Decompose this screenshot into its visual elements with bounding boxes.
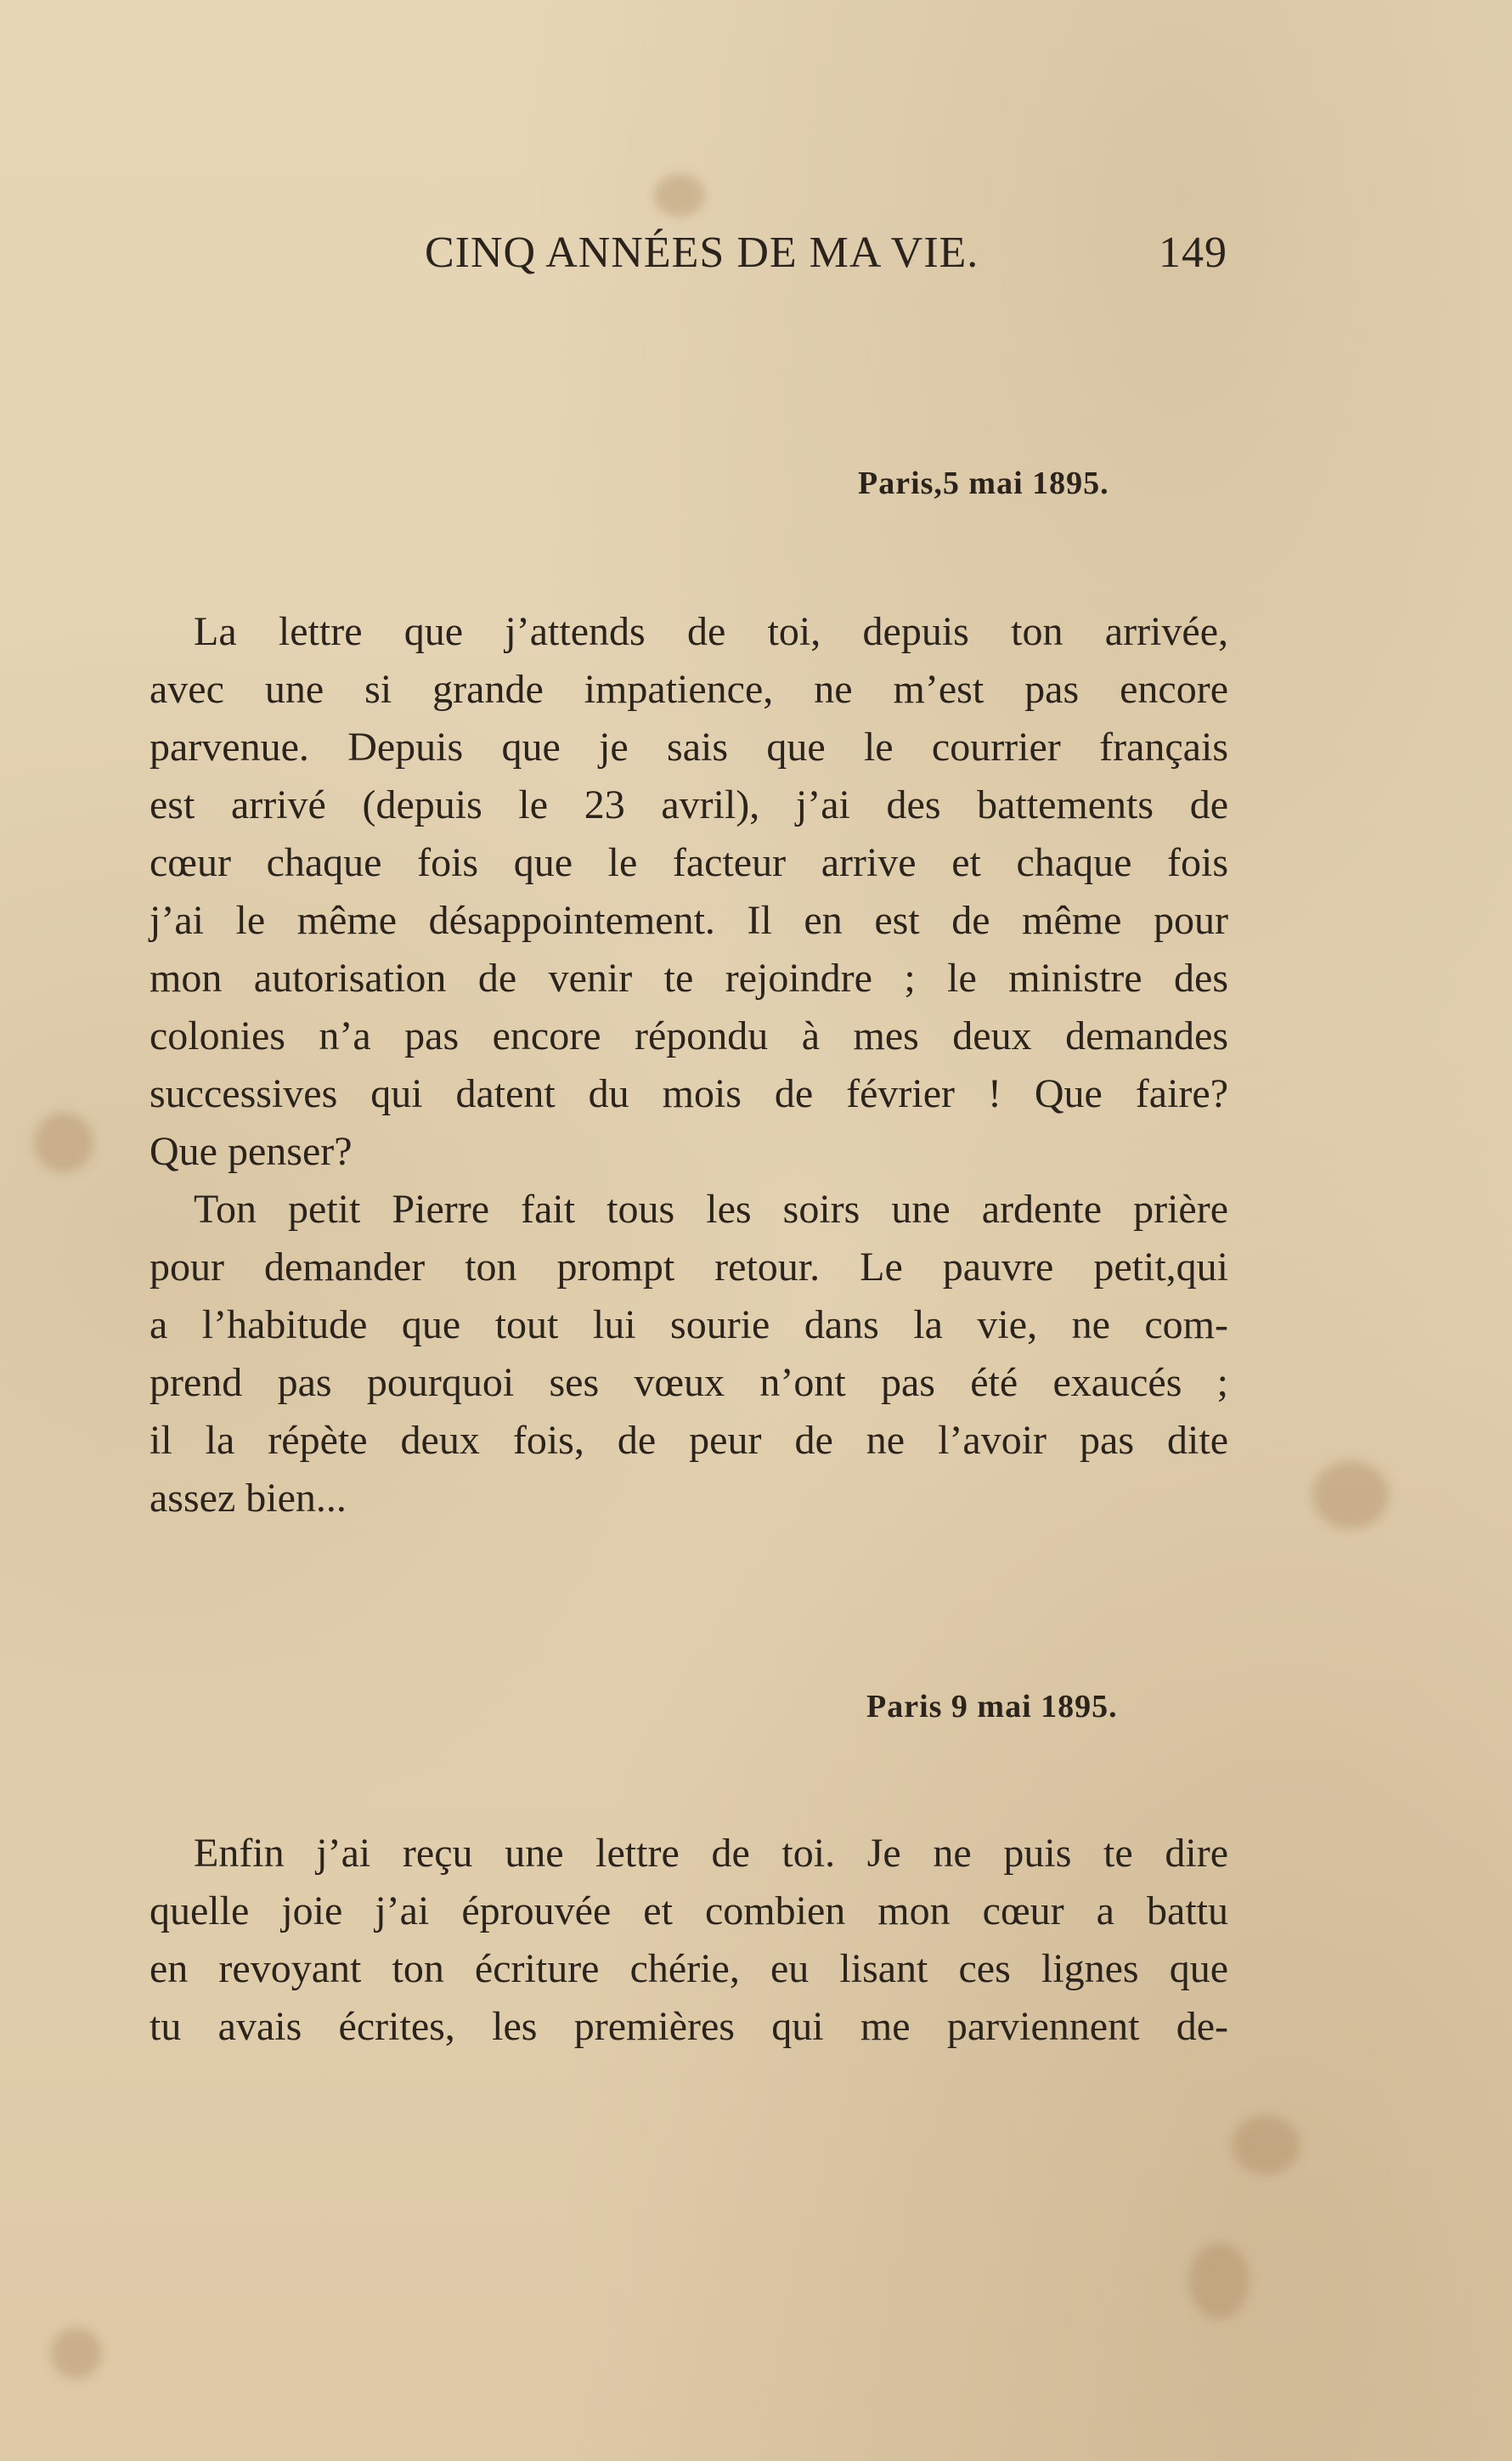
paper-stain: [654, 174, 705, 217]
text-line: il la répète deux fois, de peur de ne l’avoir pas dite: [150, 1418, 1228, 1463]
letter-body: [150, 1825, 1228, 2056]
text-line: quelle joie j’ai éprouvée et combien mon cœur a battu: [150, 1888, 1228, 1933]
text-line: j’ai le même désappointement. Il en est de même pour: [150, 898, 1228, 943]
text-line: mon autorisation de venir te rejoindre ; le ministre des: [150, 956, 1228, 1001]
text-line: prend pas pourquoi ses vœux n’ont pas été exaucés ;: [150, 1360, 1228, 1405]
letter-body: [150, 603, 1228, 1527]
text-line: a l’habitude que tout lui sourie dans la vie, ne com-: [150, 1302, 1228, 1347]
letter-dateline: Paris 9 mai 1895.: [866, 1689, 1118, 1724]
paper-stain: [34, 1113, 93, 1172]
text-line: assez bien...: [150, 1476, 347, 1521]
text-line: en revoyant ton écriture chérie, eu lisant ces lignes que: [150, 1946, 1228, 1991]
text-line: Que penser?: [150, 1129, 353, 1174]
text-line: Ton petit Pierre fait tous les soirs une ardente prière: [194, 1187, 1228, 1232]
paper-stain: [1312, 1461, 1389, 1529]
text-line: La lettre que j’attends de toi, depuis ton arrivée,: [194, 609, 1228, 654]
paper-stain: [51, 2328, 102, 2379]
text-line: tu avais écrites, les premières qui me parviennent de-: [150, 2004, 1228, 2049]
text-line: pour demander ton prompt retour. Le pauvre petit,qui: [150, 1245, 1228, 1290]
letter-dateline: Paris,5 mai 1895.: [858, 466, 1109, 501]
text-line: Enfin j’ai reçu une lettre de toi. Je ne puis te dire: [194, 1831, 1228, 1876]
text-line: cœur chaque fois que le facteur arrive et chaque fois: [150, 840, 1228, 885]
running-title: CINQ ANNÉES DE MA VIE.: [425, 229, 979, 277]
text-line: successives qui datent du mois de février ! Que faire?: [150, 1071, 1228, 1116]
text-line: est arrivé (depuis le 23 avril), j’ai des battements de: [150, 782, 1228, 827]
paper-stain: [1189, 2243, 1249, 2319]
text-line: avec une si grande impatience, ne m’est pas encore: [150, 667, 1228, 712]
text-line: parvenue. Depuis que je sais que le courrier français: [150, 725, 1228, 770]
text-line: colonies n’a pas encore répondu à mes deux demandes: [150, 1013, 1228, 1058]
page-header: [425, 228, 1227, 287]
page-number: 149: [1159, 229, 1227, 277]
paper-stain: [1232, 2115, 1300, 2175]
